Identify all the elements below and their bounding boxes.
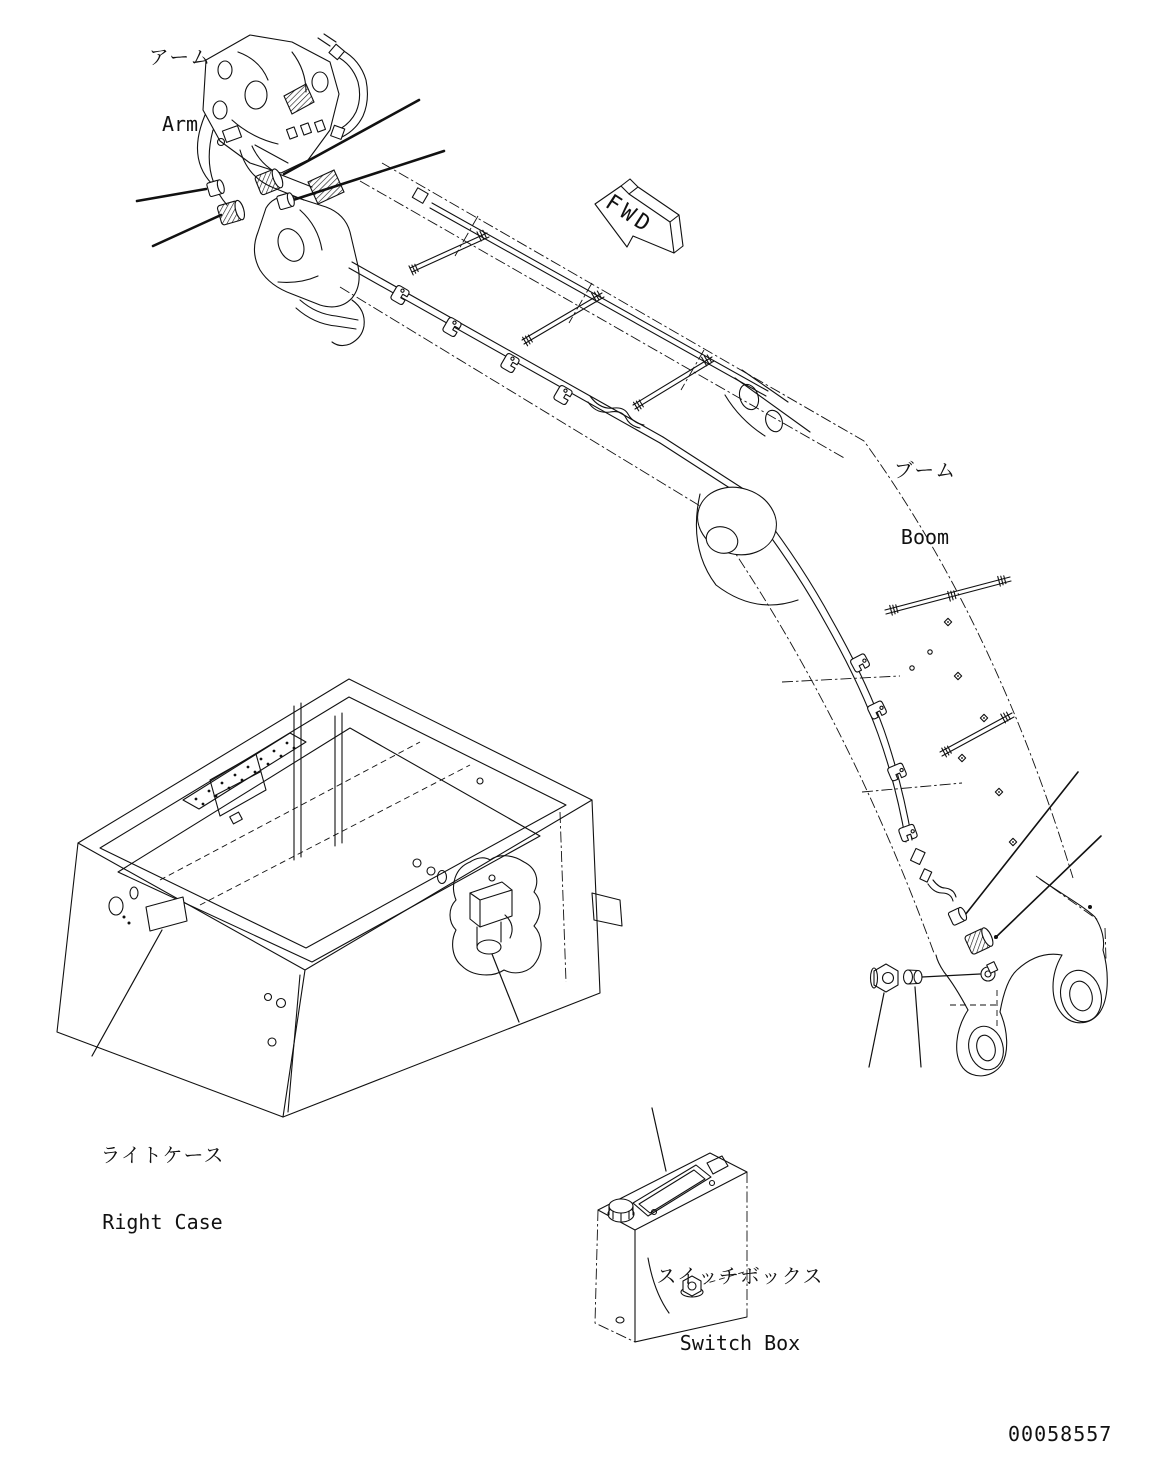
switch-box-knob: [608, 1199, 634, 1222]
plug-cap: [948, 906, 968, 925]
perforation-dots: [195, 742, 296, 806]
case-label-leader: [92, 930, 162, 1056]
cross-tube: [885, 575, 1011, 615]
cross-tube: [409, 229, 489, 275]
boom-label-ja: ブーム: [893, 457, 957, 482]
arm-label-ja: アーム: [148, 44, 212, 69]
right-case-label-en: Right Case: [102, 1210, 223, 1235]
relay-component: [470, 875, 512, 954]
boom-label-en: Boom: [900, 525, 950, 550]
fwd-direction-arrow: [595, 179, 683, 253]
switch-box-label-en: Switch Box: [679, 1331, 801, 1356]
switch-box-leader: [652, 1108, 666, 1171]
boom-foot-plug-leaders: [869, 772, 1101, 1067]
plug-cap-hatched: [964, 926, 995, 955]
boom-elbow: [689, 370, 810, 605]
cross-tube: [940, 711, 1014, 757]
callout-arm: [130, 2, 230, 158]
callout-boom: [870, 415, 980, 571]
plug-cap: [276, 192, 295, 210]
boom-outline: [340, 163, 1106, 960]
relay-leader: [492, 954, 519, 1022]
plug-cap-hatched: [217, 199, 247, 225]
right-case: [57, 679, 622, 1117]
right-case-label-ja: ライトケース: [100, 1142, 225, 1167]
callout-right-case: [90, 1100, 235, 1256]
drawing-number: 00058557: [1008, 1422, 1113, 1446]
switch-box-label-ja: スイッチボックス: [656, 1263, 824, 1288]
cross-tube: [633, 354, 714, 411]
small-plug: [904, 970, 913, 984]
cross-tube: [522, 290, 604, 346]
plug-cap-hatched: [254, 168, 285, 196]
arm-label-en: Arm: [161, 112, 199, 137]
case-label-plate: [146, 897, 187, 931]
fwd-arrow-label: FWD: [600, 190, 658, 240]
callout-switch-box: [655, 1221, 825, 1377]
